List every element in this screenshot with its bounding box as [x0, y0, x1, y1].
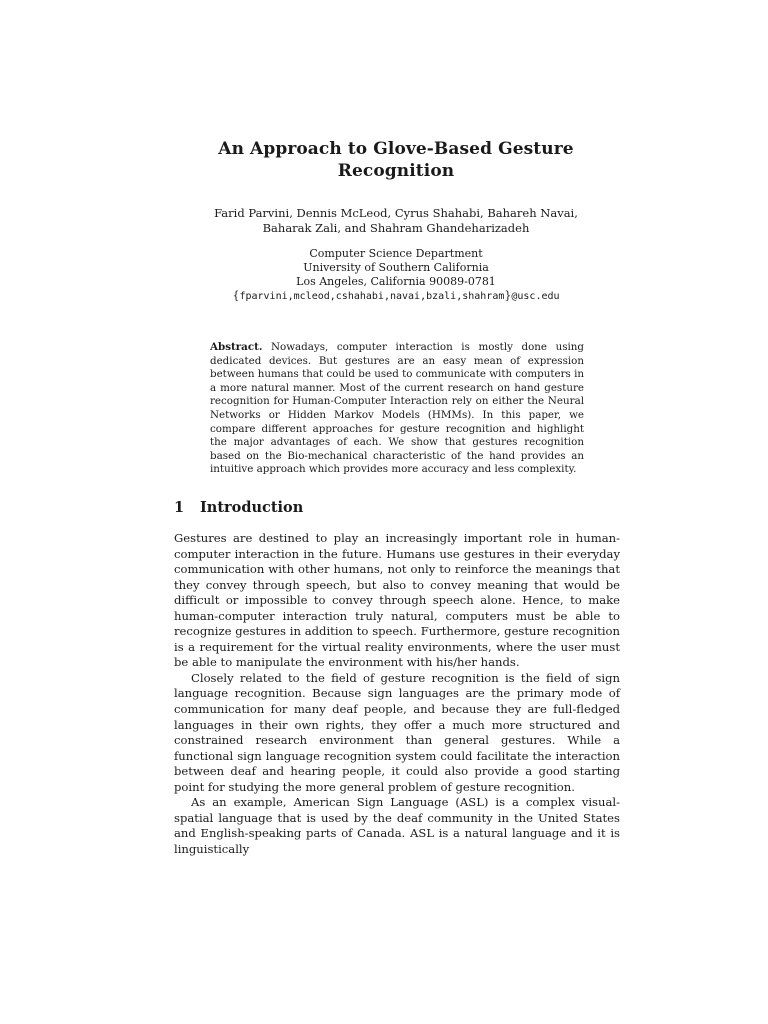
section-body	[174, 531, 620, 857]
section-title: Introduction	[200, 499, 304, 516]
author-list	[200, 206, 592, 236]
section-heading	[174, 498, 303, 518]
paragraph: Gestures are destined to play an increasingly important role in human-computer interaction in the future. Humans use gestures in their everyday communication with other humans, not only to reinforce the meanings that they convey through speech, but also to convey meaning that would be difficult or impossible to convey through speech alone. Hence, to make human-computer interaction truly natural, computers must be able to recognize gestures in addition to speech. Furthermore, gesture recognition is a requirement for the virtual reality environments, where the user must be able to manipulate the environment with his/her hands.	[174, 531, 620, 670]
paragraph: Closely related to the field of gesture recognition is the field of sign language recognition. Because sign languages are the primary mode of communication for many deaf people, and because they are full-fledged languages in their own rights, they offer a much more structured and constrained research environment than general gestures. While a functional sign language recognition system could facilitate the interaction between deaf and hearing people, it could also provide a good starting point for studying the more general problem of gesture recognition.	[174, 670, 620, 794]
abstract-label: Abstract.	[210, 341, 263, 353]
email-brace-close: }	[504, 289, 512, 302]
title-line-1: An Approach to Glove-Based Gesture	[218, 139, 574, 159]
email-brace-open: {	[232, 289, 240, 302]
author-emails	[196, 289, 596, 304]
city-address: Los Angeles, California 90089-0781	[296, 275, 496, 288]
email-usernames: fparvini,mcleod,cshahabi,navai,bzali,shahram	[239, 291, 505, 302]
affiliation-block	[196, 247, 596, 304]
email-domain: @usc.edu	[511, 291, 560, 302]
authors-line-2: Baharak Zali, and Shahram Ghandeharizadeh	[262, 221, 530, 235]
abstract	[210, 341, 584, 477]
section-number: 1	[174, 499, 185, 516]
authors-line-1: Farid Parvini, Dennis McLeod, Cyrus Shahabi, Bahareh Navai,	[214, 206, 578, 220]
department: Computer Science Department	[309, 247, 483, 260]
university: University of Southern California	[303, 261, 489, 274]
abstract-text: Nowadays, computer interaction is mostly done using dedicated devices. But gestures are an easy mean of expression between humans that could be used to communicate with computers in a more natural manner. Most of the current research on hand gesture recognition for Human-Computer Interaction rely on either the Neural Networks or Hidden Markov Models (HMMs). In this paper, we compare different approaches for gesture recognition and highlight the major advantages of each. We show that gestures recognition based on the Bio-mechanical characteristic of the hand provides an intuitive approach which provides more accuracy and less complexity.	[210, 341, 584, 476]
paragraph: As an example, American Sign Language (ASL) is a complex visual-spatial language that is used by the deaf community in the United States and English-speaking parts of Canada. ASL is a natural language and it is linguistically	[174, 795, 620, 856]
title-line-2: Recognition	[337, 161, 455, 181]
paper-title	[170, 138, 622, 182]
